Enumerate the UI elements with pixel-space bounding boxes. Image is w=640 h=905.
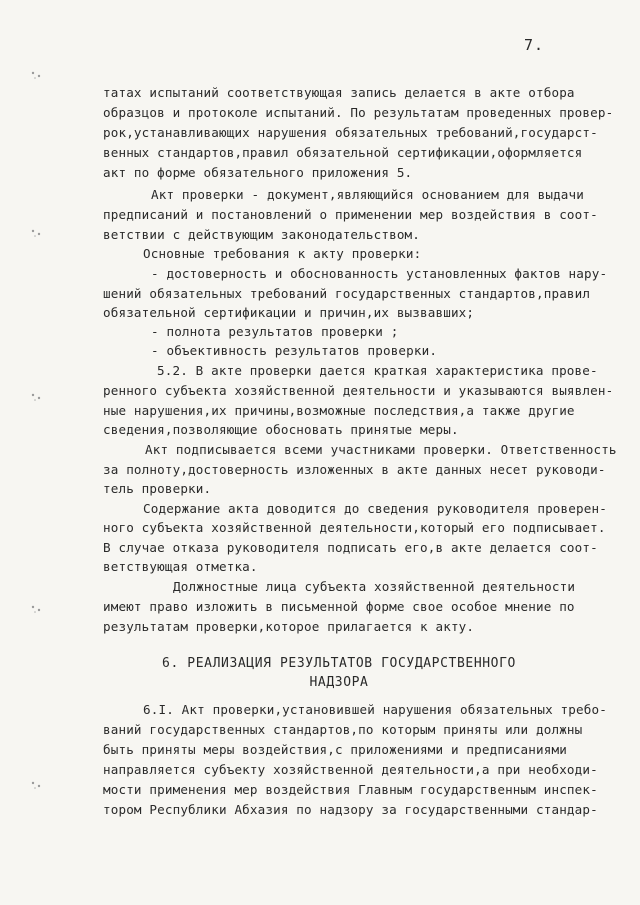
text-line: рок,устанавливающих нарушения обязательных требований,государст- (103, 125, 598, 140)
text-line: Акт подписывается всеми участниками проверки. Ответственность (145, 442, 617, 457)
text-line: шений обязательных требований государственных стандартов,правил (103, 286, 591, 301)
text-line: предписаний и постановлений о применении мер воздействия в соот- (103, 207, 598, 222)
text-line: ваний государственных стандартов,по которым приняты или должны (103, 722, 583, 737)
binding-hole-mark (30, 70, 44, 80)
text-line: тель проверки. (103, 481, 212, 496)
text-line: ные нарушения,их причины,возможные последствия,а также другие (103, 403, 575, 418)
text-line: Основные требования к акту проверки: (143, 246, 422, 261)
text-line: венных стандартов,правил обязательной сертификации,оформляется (103, 145, 583, 160)
text-line: ного субъекта хозяйственной деятельности,который его подписывает. (103, 520, 606, 535)
text-line: ренного субъекта хозяйственной деятельности и указываются выявлен- (103, 383, 614, 398)
text-line: за полноту,достоверность изложенных в акте данных несет руководи- (103, 462, 606, 477)
text-line: образцов и протоколе испытаний. По результатам проведенных провер- (103, 105, 614, 120)
section-heading: 6. РЕАЛИЗАЦИЯ РЕЗУЛЬТАТОВ ГОСУДАРСТВЕННОГО (162, 656, 516, 671)
text-line: Должностные лица субъекта хозяйственной деятельности (173, 579, 576, 594)
text-line: В случае отказа руководителя подписать его,в акте делается соот- (103, 540, 598, 555)
text-line: акт по форме обязательного приложения 5. (103, 165, 413, 180)
text-line: Акт проверки - документ,являющийся основанием для выдачи (151, 187, 584, 202)
text-line: - объективность результатов проверки. (151, 343, 438, 358)
section-heading: НАДЗОРА (309, 675, 369, 690)
text-line: быть приняты меры воздействия,с приложениями и предписаниями (103, 742, 567, 757)
text-line: сведения,позволяющие обосновать принятые меры. (103, 422, 459, 437)
text-line: направляется субъекту хозяйственной деятельности,а при необходи- (103, 762, 598, 777)
text-line: результатам проверки,которое прилагается к акту. (103, 619, 475, 634)
text-line: тором Республики Абхазия по надзору за государственными стандар- (103, 802, 598, 817)
text-line: - полнота результатов проверки ; (151, 324, 399, 339)
text-line: ветствующая отметка. (103, 559, 258, 574)
text-line: - достоверность и обоснованность установленных фактов нару- (151, 266, 608, 281)
text-line: 5.2. В акте проверки дается краткая характеристика прове- (157, 363, 598, 378)
text-line: мости применения мер воздействия Главным государственным инспек- (103, 782, 598, 797)
text-line: имеют право изложить в письменной форме свое особое мнение по (103, 599, 575, 614)
text-line: ветствии с действующим законодательством. (103, 227, 421, 242)
text-line: татах испытаний соответствующая запись делается в акте отбора (103, 85, 575, 100)
text-line: обязательной сертификации и причин,их вызвавших; (103, 305, 475, 320)
text-line: Содержание акта доводится до сведения руководителя проверен- (143, 501, 607, 516)
page-number: 7. (524, 36, 545, 54)
text-line: 6.I. Акт проверки,установившей нарушения обязательных требо- (143, 702, 607, 717)
